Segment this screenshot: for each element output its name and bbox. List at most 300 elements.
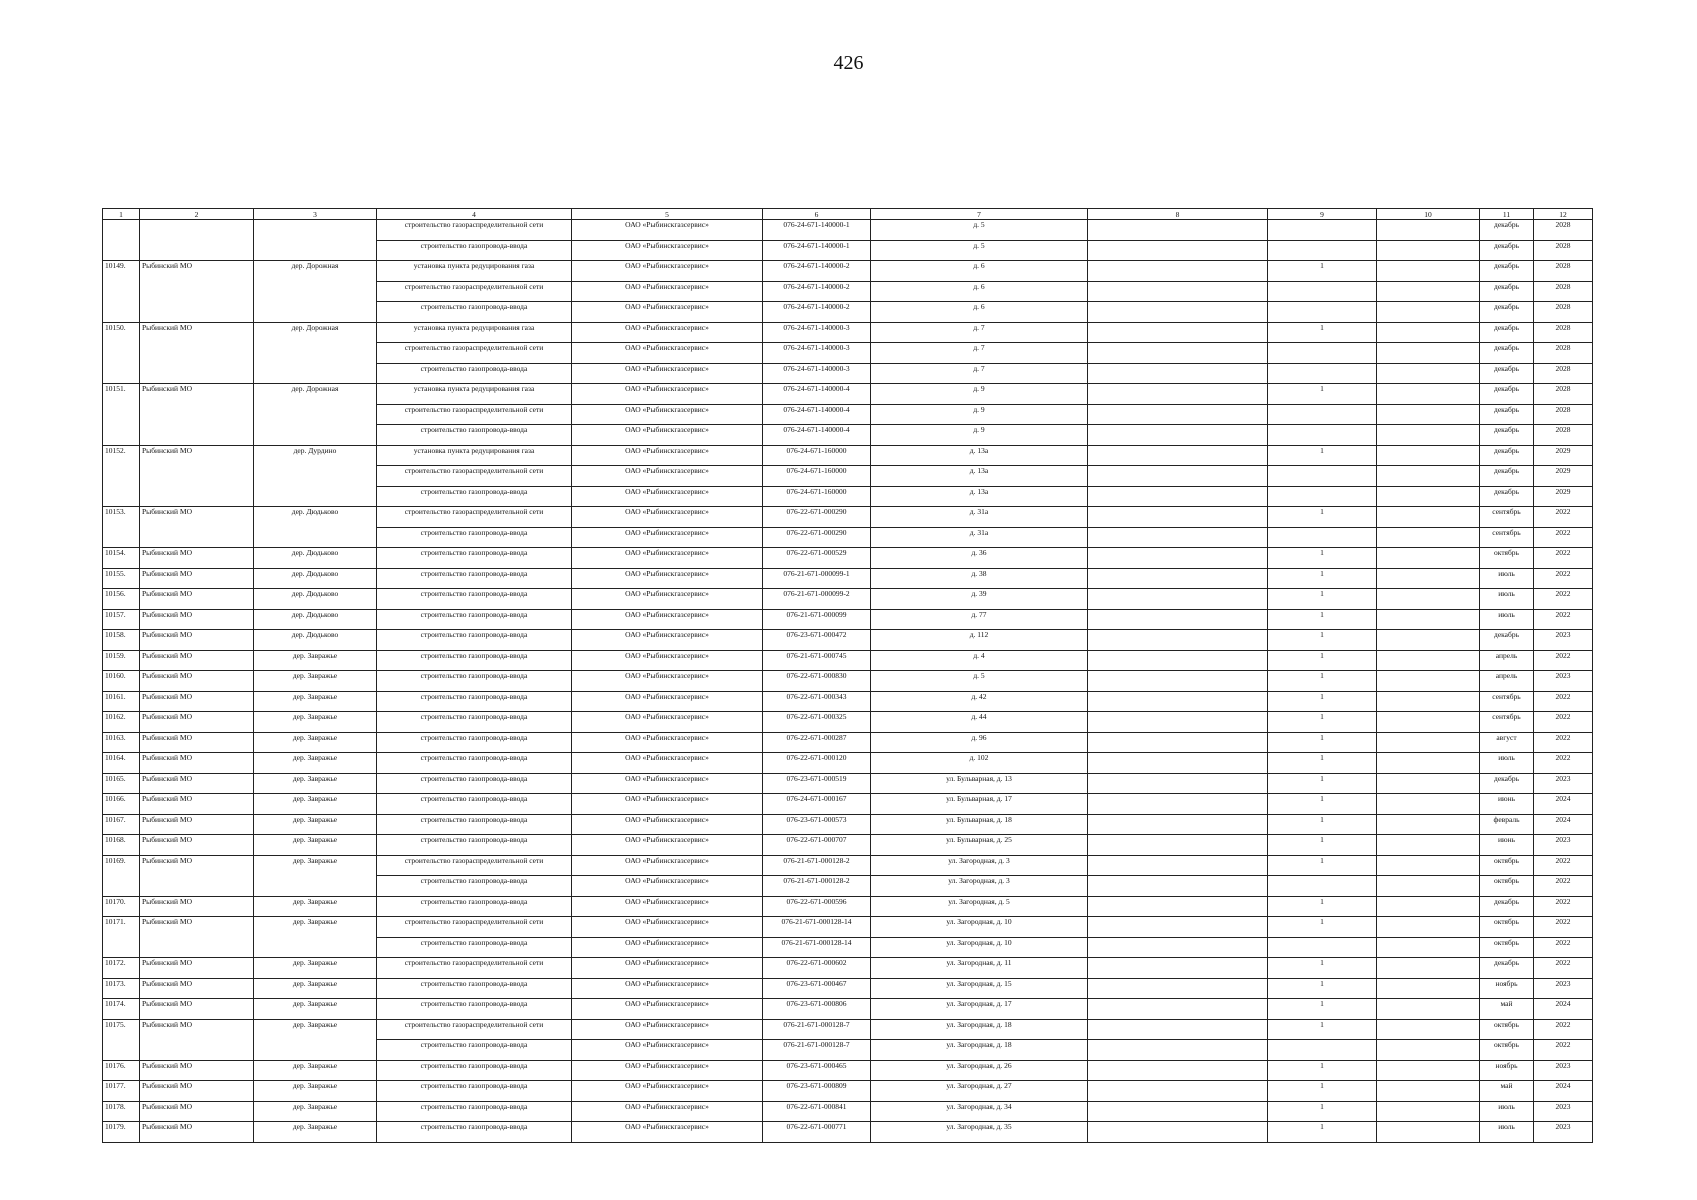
address-cell: д. 44 xyxy=(871,712,1088,733)
address-cell: д. 96 xyxy=(871,732,1088,753)
work-type-cell: установка пункта редуцирования газа xyxy=(377,384,572,405)
organization-cell: ОАО «Рыбинскгазсервис» xyxy=(572,917,763,938)
row-number-cell: 10161. xyxy=(103,691,140,712)
district-cell: Рыбинский МО xyxy=(140,1019,254,1060)
year-cell: 2028 xyxy=(1534,220,1593,241)
organization-cell: ОАО «Рыбинскгазсервис» xyxy=(572,445,763,466)
column-number-header: 10 xyxy=(1377,209,1480,220)
column-8-cell xyxy=(1088,527,1268,548)
year-cell: 2023 xyxy=(1534,978,1593,999)
quantity-cell xyxy=(1268,302,1377,323)
column-8-cell xyxy=(1088,896,1268,917)
object-code-cell: 076-24-671-140000-4 xyxy=(763,404,871,425)
address-cell: д. 38 xyxy=(871,568,1088,589)
column-10-cell xyxy=(1377,322,1480,343)
object-code-cell: 076-22-671-000841 xyxy=(763,1101,871,1122)
organization-cell: ОАО «Рыбинскгазсервис» xyxy=(572,835,763,856)
month-cell: октябрь xyxy=(1480,1019,1534,1040)
column-10-cell xyxy=(1377,671,1480,692)
row-number-cell: 10171. xyxy=(103,917,140,958)
address-cell: д. 7 xyxy=(871,363,1088,384)
district-cell: Рыбинский МО xyxy=(140,753,254,774)
organization-cell: ОАО «Рыбинскгазсервис» xyxy=(572,896,763,917)
work-type-cell: установка пункта редуцирования газа xyxy=(377,261,572,282)
column-10-cell xyxy=(1377,609,1480,630)
work-type-cell: строительство газопровода-ввода xyxy=(377,302,572,323)
district-cell: Рыбинский МО xyxy=(140,978,254,999)
column-8-cell xyxy=(1088,548,1268,569)
table-row xyxy=(103,978,1593,999)
month-cell: июль xyxy=(1480,568,1534,589)
column-10-cell xyxy=(1377,1040,1480,1061)
organization-cell: ОАО «Рыбинскгазсервис» xyxy=(572,855,763,876)
address-cell: д. 9 xyxy=(871,404,1088,425)
work-type-cell: строительство газопровода-ввода xyxy=(377,978,572,999)
district-cell: Рыбинский МО xyxy=(140,732,254,753)
year-cell: 2022 xyxy=(1534,507,1593,528)
quantity-cell: 1 xyxy=(1268,568,1377,589)
month-cell: декабрь xyxy=(1480,630,1534,651)
district-cell: Рыбинский МО xyxy=(140,958,254,979)
column-10-cell xyxy=(1377,753,1480,774)
settlement-cell: дер. Завражье xyxy=(254,1019,377,1060)
column-number-header: 6 xyxy=(763,209,871,220)
year-cell: 2022 xyxy=(1534,712,1593,733)
address-cell: ул. Загородная, д. 17 xyxy=(871,999,1088,1020)
column-10-cell xyxy=(1377,855,1480,876)
row-number-cell: 10165. xyxy=(103,773,140,794)
column-10-cell xyxy=(1377,691,1480,712)
year-cell: 2022 xyxy=(1534,732,1593,753)
quantity-cell: 1 xyxy=(1268,855,1377,876)
table-row xyxy=(103,568,1593,589)
object-code-cell: 076-22-671-000290 xyxy=(763,527,871,548)
work-type-cell: строительство газопровода-ввода xyxy=(377,999,572,1020)
row-number-cell: 10170. xyxy=(103,896,140,917)
column-number-header: 8 xyxy=(1088,209,1268,220)
district-cell: Рыбинский МО xyxy=(140,445,254,507)
table-row xyxy=(103,220,1593,241)
object-code-cell: 076-21-671-000128-14 xyxy=(763,937,871,958)
year-cell: 2028 xyxy=(1534,404,1593,425)
object-code-cell: 076-21-671-000128-14 xyxy=(763,917,871,938)
column-10-cell xyxy=(1377,794,1480,815)
organization-cell: ОАО «Рыбинскгазсервис» xyxy=(572,691,763,712)
row-number-cell: 10177. xyxy=(103,1081,140,1102)
column-10-cell xyxy=(1377,1060,1480,1081)
column-8-cell xyxy=(1088,507,1268,528)
column-8-cell xyxy=(1088,568,1268,589)
month-cell: декабрь xyxy=(1480,486,1534,507)
object-code-cell: 076-21-671-000128-7 xyxy=(763,1019,871,1040)
column-number-header: 3 xyxy=(254,209,377,220)
column-number-header: 5 xyxy=(572,209,763,220)
column-8-cell xyxy=(1088,384,1268,405)
object-code-cell: 076-22-671-000830 xyxy=(763,671,871,692)
object-code-cell: 076-21-671-000128-7 xyxy=(763,1040,871,1061)
settlement-cell: дер. Завражье xyxy=(254,1060,377,1081)
object-code-cell: 076-21-671-000128-2 xyxy=(763,855,871,876)
month-cell: апрель xyxy=(1480,650,1534,671)
work-type-cell: строительство газораспределительной сети xyxy=(377,507,572,528)
month-cell: декабрь xyxy=(1480,302,1534,323)
district-cell: Рыбинский МО xyxy=(140,589,254,610)
organization-cell: ОАО «Рыбинскгазсервис» xyxy=(572,671,763,692)
column-10-cell xyxy=(1377,302,1480,323)
address-cell: д. 13а xyxy=(871,445,1088,466)
column-8-cell xyxy=(1088,671,1268,692)
column-number-header: 2 xyxy=(140,209,254,220)
work-type-cell: строительство газораспределительной сети xyxy=(377,1019,572,1040)
row-number-cell: 10158. xyxy=(103,630,140,651)
work-type-cell: строительство газопровода-ввода xyxy=(377,814,572,835)
column-10-cell xyxy=(1377,261,1480,282)
month-cell: декабрь xyxy=(1480,425,1534,446)
row-number-cell: 10153. xyxy=(103,507,140,548)
organization-cell: ОАО «Рыбинскгазсервис» xyxy=(572,1019,763,1040)
month-cell: декабрь xyxy=(1480,322,1534,343)
quantity-cell: 1 xyxy=(1268,548,1377,569)
column-8-cell xyxy=(1088,466,1268,487)
district-cell: Рыбинский МО xyxy=(140,999,254,1020)
organization-cell: ОАО «Рыбинскгазсервис» xyxy=(572,281,763,302)
month-cell: декабрь xyxy=(1480,445,1534,466)
work-type-cell: строительство газопровода-ввода xyxy=(377,835,572,856)
settlement-cell: дер. Дюдьково xyxy=(254,589,377,610)
address-cell: ул. Бульварная, д. 17 xyxy=(871,794,1088,815)
column-8-cell xyxy=(1088,1122,1268,1143)
year-cell: 2028 xyxy=(1534,322,1593,343)
object-code-cell: 076-24-671-140000-3 xyxy=(763,343,871,364)
column-10-cell xyxy=(1377,650,1480,671)
column-10-cell xyxy=(1377,937,1480,958)
settlement-cell: дер. Завражье xyxy=(254,999,377,1020)
column-number-header: 1 xyxy=(103,209,140,220)
column-8-cell xyxy=(1088,937,1268,958)
month-cell: декабрь xyxy=(1480,281,1534,302)
column-10-cell xyxy=(1377,548,1480,569)
quantity-cell: 1 xyxy=(1268,753,1377,774)
district-cell: Рыбинский МО xyxy=(140,855,254,896)
object-code-cell: 076-21-671-000099-2 xyxy=(763,589,871,610)
address-cell: д. 42 xyxy=(871,691,1088,712)
table-row xyxy=(103,732,1593,753)
column-10-cell xyxy=(1377,445,1480,466)
column-10-cell xyxy=(1377,363,1480,384)
column-8-cell xyxy=(1088,1019,1268,1040)
column-8-cell xyxy=(1088,1081,1268,1102)
column-8-cell xyxy=(1088,958,1268,979)
work-type-cell: строительство газопровода-ввода xyxy=(377,548,572,569)
organization-cell: ОАО «Рыбинскгазсервис» xyxy=(572,1081,763,1102)
table-row xyxy=(103,384,1593,405)
settlement-cell: дер. Дорожная xyxy=(254,261,377,323)
month-cell: июль xyxy=(1480,1101,1534,1122)
month-cell: сентябрь xyxy=(1480,507,1534,528)
settlement-cell: дер. Завражье xyxy=(254,835,377,856)
column-8-cell xyxy=(1088,732,1268,753)
work-type-cell: строительство газопровода-ввода xyxy=(377,671,572,692)
object-code-cell: 076-22-671-000596 xyxy=(763,896,871,917)
address-cell: ул. Загородная, д. 3 xyxy=(871,855,1088,876)
year-cell: 2028 xyxy=(1534,343,1593,364)
column-8-cell xyxy=(1088,712,1268,733)
quantity-cell: 1 xyxy=(1268,445,1377,466)
year-cell: 2022 xyxy=(1534,568,1593,589)
column-number-header: 7 xyxy=(871,209,1088,220)
column-10-cell xyxy=(1377,630,1480,651)
organization-cell: ОАО «Рыбинскгазсервис» xyxy=(572,650,763,671)
object-code-cell: 076-22-671-000343 xyxy=(763,691,871,712)
quantity-cell: 1 xyxy=(1268,261,1377,282)
month-cell: сентябрь xyxy=(1480,712,1534,733)
month-cell: октябрь xyxy=(1480,1040,1534,1061)
object-code-cell: 076-22-671-000707 xyxy=(763,835,871,856)
row-number-cell: 10167. xyxy=(103,814,140,835)
table-row xyxy=(103,835,1593,856)
address-cell: ул. Загородная, д. 26 xyxy=(871,1060,1088,1081)
object-code-cell: 076-23-671-000573 xyxy=(763,814,871,835)
quantity-cell: 1 xyxy=(1268,507,1377,528)
object-code-cell: 076-24-671-140000-2 xyxy=(763,302,871,323)
address-cell: д. 31а xyxy=(871,527,1088,548)
district-cell: Рыбинский МО xyxy=(140,322,254,384)
quantity-cell xyxy=(1268,425,1377,446)
month-cell: июль xyxy=(1480,1122,1534,1143)
year-cell: 2023 xyxy=(1534,630,1593,651)
year-cell: 2024 xyxy=(1534,814,1593,835)
column-8-cell xyxy=(1088,343,1268,364)
work-type-cell: строительство газопровода-ввода xyxy=(377,363,572,384)
quantity-cell xyxy=(1268,343,1377,364)
work-type-cell: строительство газопровода-ввода xyxy=(377,1081,572,1102)
settlement-cell: дер. Дюдьково xyxy=(254,609,377,630)
work-type-cell: строительство газопровода-ввода xyxy=(377,712,572,733)
object-code-cell: 076-21-671-000745 xyxy=(763,650,871,671)
work-type-cell: строительство газопровода-ввода xyxy=(377,876,572,897)
year-cell: 2023 xyxy=(1534,1122,1593,1143)
year-cell: 2024 xyxy=(1534,999,1593,1020)
column-10-cell xyxy=(1377,773,1480,794)
quantity-cell xyxy=(1268,220,1377,241)
address-cell: ул. Загородная, д. 35 xyxy=(871,1122,1088,1143)
row-number-cell: 10157. xyxy=(103,609,140,630)
district-cell: Рыбинский МО xyxy=(140,835,254,856)
column-10-cell xyxy=(1377,1122,1480,1143)
work-type-cell: строительство газораспределительной сети xyxy=(377,855,572,876)
month-cell: май xyxy=(1480,1081,1534,1102)
row-number-cell: 10168. xyxy=(103,835,140,856)
month-cell: сентябрь xyxy=(1480,691,1534,712)
month-cell: октябрь xyxy=(1480,548,1534,569)
settlement-cell: дер. Завражье xyxy=(254,917,377,958)
work-type-cell: строительство газораспределительной сети xyxy=(377,281,572,302)
address-cell: ул. Загородная, д. 27 xyxy=(871,1081,1088,1102)
year-cell: 2022 xyxy=(1534,527,1593,548)
row-number-cell: 10178. xyxy=(103,1101,140,1122)
work-type-cell: строительство газопровода-ввода xyxy=(377,425,572,446)
address-cell: д. 112 xyxy=(871,630,1088,651)
row-number-cell: 10175. xyxy=(103,1019,140,1060)
column-8-cell xyxy=(1088,322,1268,343)
settlement-cell: дер. Дюдьково xyxy=(254,507,377,548)
organization-cell: ОАО «Рыбинскгазсервис» xyxy=(572,589,763,610)
organization-cell: ОАО «Рыбинскгазсервис» xyxy=(572,1122,763,1143)
column-8-cell xyxy=(1088,835,1268,856)
year-cell: 2022 xyxy=(1534,1040,1593,1061)
month-cell: ноябрь xyxy=(1480,978,1534,999)
month-cell: декабрь xyxy=(1480,466,1534,487)
column-10-cell xyxy=(1377,568,1480,589)
month-cell: февраль xyxy=(1480,814,1534,835)
organization-cell: ОАО «Рыбинскгазсервис» xyxy=(572,240,763,261)
column-8-cell xyxy=(1088,425,1268,446)
column-10-cell xyxy=(1377,425,1480,446)
column-number-header: 4 xyxy=(377,209,572,220)
object-code-cell: 076-24-671-140000-4 xyxy=(763,425,871,446)
quantity-cell: 1 xyxy=(1268,814,1377,835)
organization-cell: ОАО «Рыбинскгазсервис» xyxy=(572,425,763,446)
address-cell: ул. Загородная, д. 10 xyxy=(871,937,1088,958)
settlement-cell: дер. Дорожная xyxy=(254,322,377,384)
object-code-cell: 076-24-671-140000-1 xyxy=(763,240,871,261)
year-cell: 2028 xyxy=(1534,240,1593,261)
table-row xyxy=(103,753,1593,774)
district-cell xyxy=(140,220,254,261)
organization-cell: ОАО «Рыбинскгазсервис» xyxy=(572,322,763,343)
gasification-table xyxy=(102,208,1593,1143)
settlement-cell: дер. Завражье xyxy=(254,958,377,979)
work-type-cell: строительство газопровода-ввода xyxy=(377,568,572,589)
column-10-cell xyxy=(1377,917,1480,938)
quantity-cell: 1 xyxy=(1268,589,1377,610)
organization-cell: ОАО «Рыбинскгазсервис» xyxy=(572,978,763,999)
address-cell: д. 7 xyxy=(871,322,1088,343)
district-cell: Рыбинский МО xyxy=(140,691,254,712)
work-type-cell: установка пункта редуцирования газа xyxy=(377,322,572,343)
organization-cell: ОАО «Рыбинскгазсервис» xyxy=(572,363,763,384)
organization-cell: ОАО «Рыбинскгазсервис» xyxy=(572,753,763,774)
column-8-cell xyxy=(1088,855,1268,876)
object-code-cell: 076-24-671-160000 xyxy=(763,466,871,487)
object-code-cell: 076-24-671-140000-4 xyxy=(763,384,871,405)
work-type-cell: строительство газопровода-ввода xyxy=(377,527,572,548)
organization-cell: ОАО «Рыбинскгазсервис» xyxy=(572,302,763,323)
address-cell: д. 77 xyxy=(871,609,1088,630)
column-8-cell xyxy=(1088,650,1268,671)
column-8-cell xyxy=(1088,630,1268,651)
district-cell: Рыбинский МО xyxy=(140,650,254,671)
object-code-cell: 076-22-671-000771 xyxy=(763,1122,871,1143)
month-cell: октябрь xyxy=(1480,876,1534,897)
month-cell: август xyxy=(1480,732,1534,753)
work-type-cell: строительство газопровода-ввода xyxy=(377,1101,572,1122)
column-8-cell xyxy=(1088,261,1268,282)
month-cell: июнь xyxy=(1480,794,1534,815)
work-type-cell: строительство газораспределительной сети xyxy=(377,958,572,979)
table-row xyxy=(103,650,1593,671)
column-10-cell xyxy=(1377,1101,1480,1122)
year-cell: 2023 xyxy=(1534,773,1593,794)
quantity-cell: 1 xyxy=(1268,958,1377,979)
year-cell: 2022 xyxy=(1534,896,1593,917)
quantity-cell: 1 xyxy=(1268,794,1377,815)
row-number-cell xyxy=(103,220,140,261)
table-row xyxy=(103,1019,1593,1040)
month-cell: июль xyxy=(1480,753,1534,774)
table-row xyxy=(103,671,1593,692)
object-code-cell: 076-24-671-000167 xyxy=(763,794,871,815)
column-10-cell xyxy=(1377,1081,1480,1102)
object-code-cell: 076-23-671-000809 xyxy=(763,1081,871,1102)
work-type-cell: строительство газопровода-ввода xyxy=(377,753,572,774)
table-row xyxy=(103,1060,1593,1081)
year-cell: 2028 xyxy=(1534,261,1593,282)
month-cell: декабрь xyxy=(1480,384,1534,405)
table-row xyxy=(103,712,1593,733)
quantity-cell xyxy=(1268,240,1377,261)
column-10-cell xyxy=(1377,876,1480,897)
quantity-cell: 1 xyxy=(1268,773,1377,794)
organization-cell: ОАО «Рыбинскгазсервис» xyxy=(572,773,763,794)
address-cell: ул. Загородная, д. 11 xyxy=(871,958,1088,979)
organization-cell: ОАО «Рыбинскгазсервис» xyxy=(572,937,763,958)
work-type-cell: строительство газопровода-ввода xyxy=(377,1060,572,1081)
quantity-cell xyxy=(1268,466,1377,487)
address-cell: д. 6 xyxy=(871,281,1088,302)
quantity-cell: 1 xyxy=(1268,896,1377,917)
address-cell: д. 9 xyxy=(871,425,1088,446)
district-cell: Рыбинский МО xyxy=(140,917,254,958)
settlement-cell: дер. Завражье xyxy=(254,1122,377,1143)
column-10-cell xyxy=(1377,896,1480,917)
column-10-cell xyxy=(1377,240,1480,261)
table-row xyxy=(103,630,1593,651)
district-cell: Рыбинский МО xyxy=(140,773,254,794)
district-cell: Рыбинский МО xyxy=(140,794,254,815)
year-cell: 2022 xyxy=(1534,609,1593,630)
row-number-cell: 10179. xyxy=(103,1122,140,1143)
work-type-cell: строительство газопровода-ввода xyxy=(377,773,572,794)
table-row xyxy=(103,1081,1593,1102)
object-code-cell: 076-24-671-140000-3 xyxy=(763,363,871,384)
table-row xyxy=(103,322,1593,343)
organization-cell: ОАО «Рыбинскгазсервис» xyxy=(572,1060,763,1081)
column-10-cell xyxy=(1377,999,1480,1020)
object-code-cell: 076-22-671-000529 xyxy=(763,548,871,569)
district-cell: Рыбинский МО xyxy=(140,814,254,835)
organization-cell: ОАО «Рыбинскгазсервис» xyxy=(572,384,763,405)
organization-cell: ОАО «Рыбинскгазсервис» xyxy=(572,261,763,282)
object-code-cell: 076-23-671-000519 xyxy=(763,773,871,794)
address-cell: д. 7 xyxy=(871,343,1088,364)
organization-cell: ОАО «Рыбинскгазсервис» xyxy=(572,1040,763,1061)
year-cell: 2023 xyxy=(1534,1060,1593,1081)
year-cell: 2023 xyxy=(1534,1101,1593,1122)
settlement-cell: дер. Дурдино xyxy=(254,445,377,507)
object-code-cell: 076-22-671-000325 xyxy=(763,712,871,733)
district-cell: Рыбинский МО xyxy=(140,568,254,589)
year-cell: 2024 xyxy=(1534,1081,1593,1102)
table-row xyxy=(103,691,1593,712)
settlement-cell: дер. Завражье xyxy=(254,712,377,733)
object-code-cell: 076-21-671-000099-1 xyxy=(763,568,871,589)
district-cell: Рыбинский МО xyxy=(140,261,254,323)
year-cell: 2028 xyxy=(1534,384,1593,405)
table-row xyxy=(103,445,1593,466)
month-cell: июль xyxy=(1480,589,1534,610)
work-type-cell: строительство газораспределительной сети xyxy=(377,404,572,425)
